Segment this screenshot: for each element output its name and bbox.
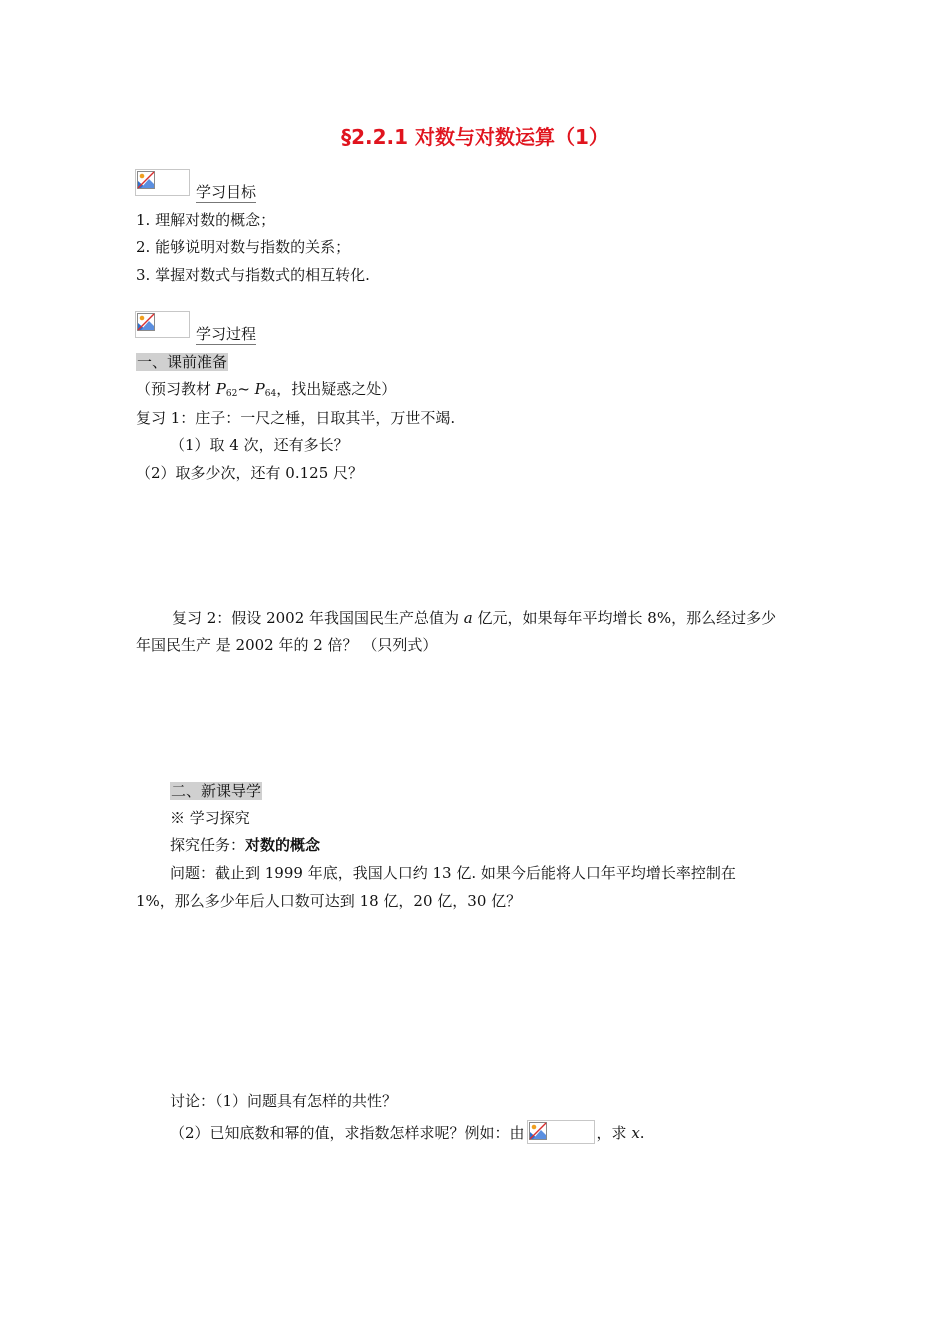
broken-image-icon <box>137 313 155 331</box>
preview-page-end: 64 <box>264 389 277 399</box>
problem-line-one: 问题：截止到 1999 年底，我国人口约 13 亿. 如果今后能将人口年平均增长率控制在 <box>170 864 736 882</box>
process-heading <box>196 324 256 344</box>
goals-image-placeholder <box>135 169 190 196</box>
explore-heading: ※ 学习探究 <box>170 809 250 827</box>
goal-item: 3. 掌握对数式与指数式的相互转化. <box>136 266 370 284</box>
section-one-label: 一、课前准备 <box>137 353 228 371</box>
preview-close: ，找出疑惑之处） <box>276 380 397 398</box>
preview-p: P <box>215 380 226 398</box>
page-title: §2.2.1 对数与对数运算（1） <box>341 125 609 149</box>
section-two-heading <box>170 781 262 801</box>
review-two-text: 复习 2：假设 2002 年我国国民生产总值为 <box>172 609 464 627</box>
review-two-line-two: 年国民生产 是 2002 年的 2 倍？ （只列式） <box>136 636 438 654</box>
broken-image-icon <box>137 171 155 189</box>
task-prefix: 探究任务： <box>170 836 246 854</box>
discussion-two <box>170 1120 645 1144</box>
review-two-line-one <box>172 608 776 628</box>
discussion-one: 讨论：（1）问题具有怎样的共性？ <box>170 1092 398 1110</box>
section-two-label: 二、新课导学 <box>171 782 262 800</box>
equation-image-placeholder <box>527 1120 595 1144</box>
goals-heading <box>196 182 256 202</box>
discussion-two-text: （2）已知底数和幂的值，求指数怎样求呢？例如：由 <box>170 1124 525 1142</box>
task-title: 对数的概念 <box>245 836 321 854</box>
goals-heading-text: 学习目标 <box>196 183 257 201</box>
goal-item: 1. 理解对数的概念； <box>136 211 276 229</box>
broken-image-icon <box>529 1122 547 1140</box>
discussion-two-period: . <box>639 1124 645 1142</box>
preview-note <box>136 379 396 404</box>
discussion-two-text-mid: ，求 <box>596 1124 632 1142</box>
review-one: 复习 1：庄子：一尺之棰，日取其半，万世不竭. <box>136 409 456 427</box>
preview-p: P <box>254 380 265 398</box>
review-one-question-one: （1）取 4 次，还有多长？ <box>170 436 349 454</box>
review-one-question-two: （2）取多少次，还有 0.125 尺？ <box>136 464 364 482</box>
review-two-text-end: 亿元，如果每年平均增长 8%，那么经过多少 <box>472 609 777 627</box>
process-image-placeholder <box>135 311 190 338</box>
preview-tilde: ~ <box>237 380 255 398</box>
section-one-heading <box>136 352 228 372</box>
preview-page-start: 62 <box>225 389 238 399</box>
explore-task <box>170 835 320 855</box>
preview-open: （预习教材 <box>136 380 216 398</box>
process-heading-text: 学习过程 <box>196 325 257 343</box>
problem-line-two: 1%，那么多少年后人口数可达到 18 亿，20 亿，30 亿？ <box>136 892 522 910</box>
discussion-two-variable: x <box>631 1124 640 1142</box>
review-two-variable: a <box>463 609 473 627</box>
goal-item: 2. 能够说明对数与指数的关系； <box>136 238 351 256</box>
